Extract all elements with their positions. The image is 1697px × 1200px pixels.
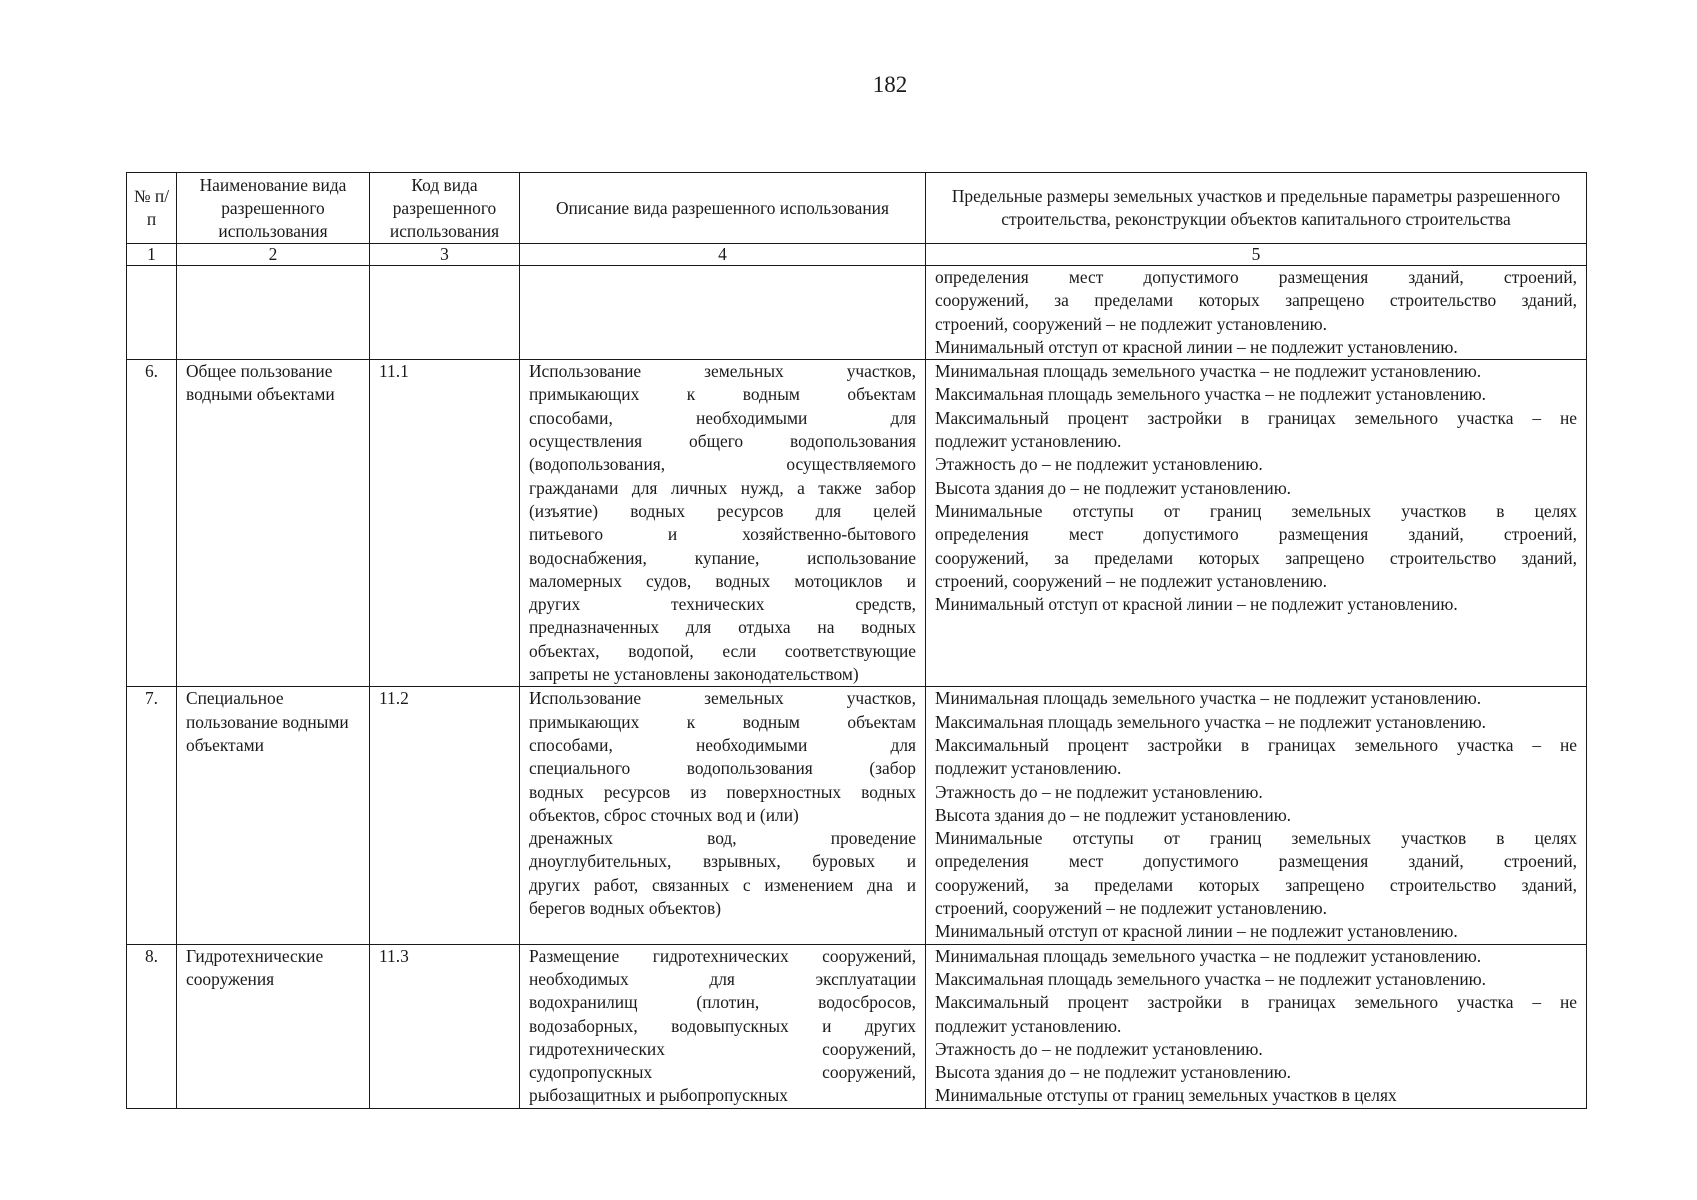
use-limits <box>926 266 1587 360</box>
row-number: 7. <box>127 687 177 944</box>
column-number: 5 <box>926 244 1587 266</box>
description-line: Использование земельных участков, <box>529 688 916 709</box>
description-line: (изъятие) водных ресурсов для целей <box>529 500 916 521</box>
description-line: объектов, сброс сточных вод и (или) <box>529 804 799 825</box>
table-row <box>127 360 1587 687</box>
description-line: дноуглубительных, взрывных, буровых и <box>529 851 916 872</box>
description-line: запреты не установлены законодательством) <box>529 664 859 685</box>
use-code: 11.2 <box>370 687 520 944</box>
limits-line: Минимальный отступ от красной линии – не подлежит установлению. <box>935 336 1458 357</box>
header-use-description: Описание вида разрешенного использования <box>520 173 926 244</box>
description-line: примыкающих к водным объектам <box>529 711 916 732</box>
limits-line: сооружений, за пределами которых запрещено строительство зданий, <box>935 547 1577 568</box>
description-line: водозаборных, водовыпускных и других <box>529 1015 916 1036</box>
limits-line: Высота здания до – не подлежит установлению. <box>935 804 1292 825</box>
description-line: рыбозащитных и рыбопропускных <box>529 1085 788 1106</box>
use-limits <box>926 687 1587 944</box>
description-line: дренажных вод, проведение <box>529 828 916 849</box>
use-limits <box>926 360 1587 687</box>
limits-line: строений, сооружений – не подлежит установлению. <box>935 570 1327 591</box>
use-name: Специальное пользование водными объектами <box>177 687 370 944</box>
description-line: способами, необходимыми для <box>529 407 916 428</box>
limits-line: Максимальная площадь земельного участка – не подлежит установлению. <box>935 968 1486 989</box>
limits-line: Максимальный процент застройки в границах земельного участка – не <box>935 407 1577 428</box>
description-line: питьевого и хозяйственно-бытового <box>529 524 916 545</box>
limits-line: Высота здания до – не подлежит установлению. <box>935 477 1292 498</box>
page-number: 182 <box>872 72 908 97</box>
limits-line: Этажность до – не подлежит установлению. <box>935 454 1263 475</box>
limits-line: Максимальная площадь земельного участка – не подлежит установлению. <box>935 384 1486 405</box>
limits-line: Минимальный отступ от красной линии – не подлежит установлению. <box>935 594 1458 615</box>
use-name: Гидротехнические сооружения <box>177 944 370 1108</box>
use-limits <box>926 944 1587 1108</box>
limits-line: Минимальные отступы от границ земельных участков в целях <box>935 828 1577 849</box>
limits-line: подлежит установлению. <box>935 431 1122 452</box>
limits-line: Минимальные отступы от границ земельных участков в целях <box>935 500 1577 521</box>
description-line: предназначенных для отдыха на водных <box>529 617 916 638</box>
use-code: 11.3 <box>370 944 520 1108</box>
limits-line: Минимальная площадь земельного участка – не подлежит установлению. <box>935 361 1482 382</box>
description-line: маломерных судов, водных мотоциклов и <box>529 570 916 591</box>
column-numbers-row <box>127 244 1587 266</box>
use-description <box>520 266 926 360</box>
limits-line: строений, сооружений – не подлежит установлению. <box>935 313 1327 334</box>
header-number: № п/п <box>127 173 177 244</box>
limits-line: Минимальная площадь земельного участка – не подлежит установлению. <box>935 945 1482 966</box>
description-line: гражданами для личных нужд, а также забор <box>529 477 916 498</box>
column-number: 3 <box>370 244 520 266</box>
limits-line: определения мест допустимого размещения зданий, строений, <box>935 851 1577 872</box>
header-use-code: Код вида разрешенного использования <box>370 173 520 244</box>
limits-line: Этажность до – не подлежит установлению. <box>935 1038 1263 1059</box>
description-line: необходимых для эксплуатации <box>529 968 916 989</box>
description-line: объектах, водопой, если соответствующие <box>529 640 916 661</box>
table-row <box>127 687 1587 944</box>
description-line: способами, необходимыми для <box>529 734 916 755</box>
table-row <box>127 944 1587 1108</box>
use-name <box>177 266 370 360</box>
limits-line: Максимальный процент застройки в границах земельного участка – не <box>935 992 1577 1013</box>
description-line: (водопользования, осуществляемого <box>529 454 916 475</box>
column-number: 4 <box>520 244 926 266</box>
description-line: осуществления общего водопользования <box>529 431 916 452</box>
limits-line: определения мест допустимого размещения зданий, строений, <box>935 267 1577 287</box>
use-description <box>520 360 926 687</box>
row-number <box>127 266 177 360</box>
column-number: 2 <box>177 244 370 266</box>
description-line: водоснабжения, купание, использование <box>529 547 916 568</box>
header-limits: Предельные размеры земельных участков и предельные параметры разрешенного строительства, реконструкции объектов капитального строительства <box>926 173 1587 244</box>
limits-line: сооружений, за пределами которых запрещено строительство зданий, <box>935 874 1577 895</box>
description-line: водных ресурсов из поверхностных водных <box>529 781 916 802</box>
limits-line: Максимальный процент застройки в границах земельного участка – не <box>935 734 1577 755</box>
limits-line: сооружений, за пределами которых запрещено строительство зданий, <box>935 290 1577 311</box>
use-description <box>520 944 926 1108</box>
description-line: гидротехнических сооружений, <box>529 1038 916 1059</box>
column-number: 1 <box>127 244 177 266</box>
limits-line: строений, сооружений – не подлежит установлению. <box>935 898 1327 919</box>
description-line: Размещение гидротехнических сооружений, <box>529 945 916 966</box>
permitted-use-table <box>126 172 1587 1109</box>
description-line: других технических средств, <box>529 594 916 615</box>
table-row <box>127 266 1587 360</box>
row-number: 6. <box>127 360 177 687</box>
row-number: 8. <box>127 944 177 1108</box>
limits-line: Этажность до – не подлежит установлению. <box>935 781 1263 802</box>
description-line: Использование земельных участков, <box>529 361 916 382</box>
description-line: водохранилищ (плотин, водосбросов, <box>529 992 916 1013</box>
description-line: берегов водных объектов) <box>529 898 721 919</box>
limits-line: подлежит установлению. <box>935 1015 1122 1036</box>
description-line: других работ, связанных с изменением дна и <box>529 874 916 895</box>
limits-line: подлежит установлению. <box>935 758 1122 779</box>
table-header-row <box>127 173 1587 244</box>
limits-line: определения мест допустимого размещения зданий, строений, <box>935 524 1577 545</box>
use-description <box>520 687 926 944</box>
use-code: 11.1 <box>370 360 520 687</box>
description-line: специального водопользования (забор <box>529 758 916 779</box>
limits-line: Минимальные отступы от границ земельных участков в целях <box>935 1085 1397 1106</box>
limits-line: Минимальный отступ от красной линии – не подлежит установлению. <box>935 921 1458 942</box>
limits-line: Максимальная площадь земельного участка – не подлежит установлению. <box>935 711 1486 732</box>
description-line: судопропускных сооружений, <box>529 1062 916 1083</box>
description-line: примыкающих к водным объектам <box>529 384 916 405</box>
limits-line: Высота здания до – не подлежит установлению. <box>935 1062 1292 1083</box>
use-code <box>370 266 520 360</box>
header-use-name: Наименование вида разрешенного использования <box>177 173 370 244</box>
limits-line: Минимальная площадь земельного участка – не подлежит установлению. <box>935 688 1482 709</box>
use-name: Общее пользование водными объектами <box>177 360 370 687</box>
